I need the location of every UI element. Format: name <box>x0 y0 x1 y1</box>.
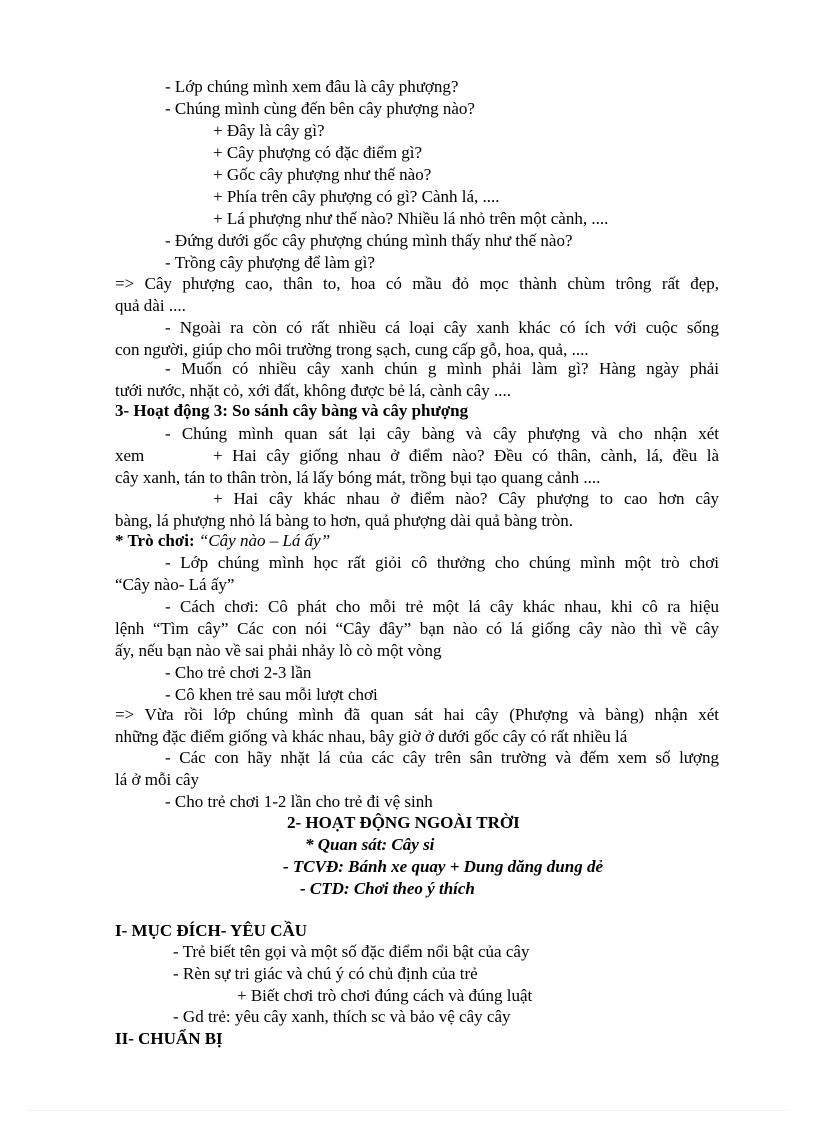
text-line: - Chúng mình cùng đến bên cây phượng nào? <box>165 99 475 118</box>
section-heading: 2- HOẠT ĐỘNG NGOÀI TRỜI <box>287 813 520 832</box>
subheading: * Quan sát: Cây si <box>305 835 435 854</box>
text-line: - Chúng mình quan sát lại cây bàng và cây phượng và cho nhận xét <box>165 424 719 443</box>
text-line: - Cho trẻ chơi 1-2 lần cho trẻ đi vệ sinh <box>165 792 433 811</box>
text-line: ấy, nếu bạn nào về sai phải nhảy lò cò một vòng <box>115 641 442 660</box>
text-line: xem <box>115 446 145 465</box>
text-line: những đặc điểm giống và khác nhau, bây giờ ở dưới gốc cây có rất nhiều lá <box>115 727 628 746</box>
game-label: * Trò chơi: <box>115 531 195 550</box>
text-line: + Hai cây khác nhau ở điểm nào? Cây phượng to cao hơn cây <box>213 489 719 508</box>
text-line: + Phía trên cây phượng có gì? Cành lá, .... <box>213 187 500 206</box>
text-line: => Cây phượng cao, thân to, hoa có mầu đỏ mọc thành chùm trông rất đẹp, <box>115 274 719 293</box>
text-line: bàng, lá phượng nhỏ lá bàng to hơn, quả phượng dài quả bàng tròn. <box>115 511 574 530</box>
text-line: - Ngoài ra còn có rất nhiều cá loại cây xanh khác có ích với cuộc sống <box>165 318 719 337</box>
text-line: + Đây là cây gì? <box>213 121 325 140</box>
text-line: tưới nước, nhặt cỏ, xới đất, không được bẻ lá, cành cây .... <box>115 381 511 400</box>
text-line: - Lớp chúng mình xem đâu là cây phượng? <box>165 77 459 96</box>
text-line: + Biết chơi trò chơi đúng cách và đúng luật <box>237 986 533 1005</box>
text-line: - Cho trẻ chơi 2-3 lần <box>165 663 312 682</box>
text-line: lệnh “Tìm cây” Các con nói “Cây đây” bạn nào có lá giống cây nào thì về cây <box>115 619 719 638</box>
text-line: - Cô khen trẻ sau mỗi lượt chơi <box>165 685 378 704</box>
text-line: - Muốn có nhiều cây xanh chún g mình phải làm gì? Hàng ngày phải <box>165 359 719 378</box>
text-line: - Các con hãy nhặt lá của các cây trên sân trường và đếm xem số lượng <box>165 748 719 767</box>
text-line: quả dài .... <box>115 296 186 315</box>
text-line: + Cây phượng có đặc điểm gì? <box>213 143 423 162</box>
text-line: => Vừa rồi lớp chúng mình đã quan sát hai cây (Phượng và bàng) nhận xét <box>115 705 719 724</box>
text-line: + Lá phượng như thế nào? Nhiều lá nhỏ trên một cành, .... <box>213 209 609 228</box>
section-heading: II- CHUẨN BỊ <box>115 1029 223 1048</box>
text-line: - Lớp chúng mình học rất giỏi cô thưởng cho chúng mình một trò chơi <box>165 553 719 572</box>
game-heading <box>115 530 330 552</box>
game-title: “Cây nào – Lá ấy” <box>198 531 331 550</box>
text-line: - Trồng cây phượng để làm gì? <box>165 253 375 272</box>
text-line: + Gốc cây phượng như thế nào? <box>213 165 432 184</box>
text-line: - Đứng dưới gốc cây phượng chúng mình thấy như thế nào? <box>165 231 573 250</box>
text-line: + Hai cây giống nhau ở điểm nào? Đều có thân, cành, lá, đều là <box>213 446 719 465</box>
page-bottom-divider <box>28 1110 788 1111</box>
text-line: cây xanh, tán to thân tròn, lá lấy bóng mát, trồng bụi tạo quang cảnh .... <box>115 468 601 487</box>
text-line: - Rèn sự tri giác và chú ý có chủ định của trẻ <box>173 964 478 983</box>
section-heading: 3- Hoạt động 3: So sánh cây bàng và cây phượng <box>115 401 469 420</box>
subheading: - TCVĐ: Bánh xe quay + Dung dăng dung dẻ <box>283 857 603 876</box>
text-line: lá ở mỗi cây <box>115 770 200 789</box>
text-line: “Cây nào- Lá ấy” <box>115 575 235 594</box>
text-line: - Trẻ biết tên gọi và một số đặc điểm nổi bật của cây <box>173 942 530 961</box>
text-line: - Cách chơi: Cô phát cho mỗi trẻ một lá cây khác nhau, khi cô ra hiệu <box>165 597 719 616</box>
subheading: - CTD: Chơi theo ý thích <box>300 879 475 898</box>
section-heading: I- MỤC ĐÍCH- YÊU CẦU <box>115 921 308 940</box>
text-line: con người, giúp cho môi trường trong sạch, cung cấp gỗ, hoa, quả, .... <box>115 340 589 359</box>
text-line: - Gd trẻ: yêu cây xanh, thích sc và bảo vệ cây cây <box>173 1007 511 1026</box>
